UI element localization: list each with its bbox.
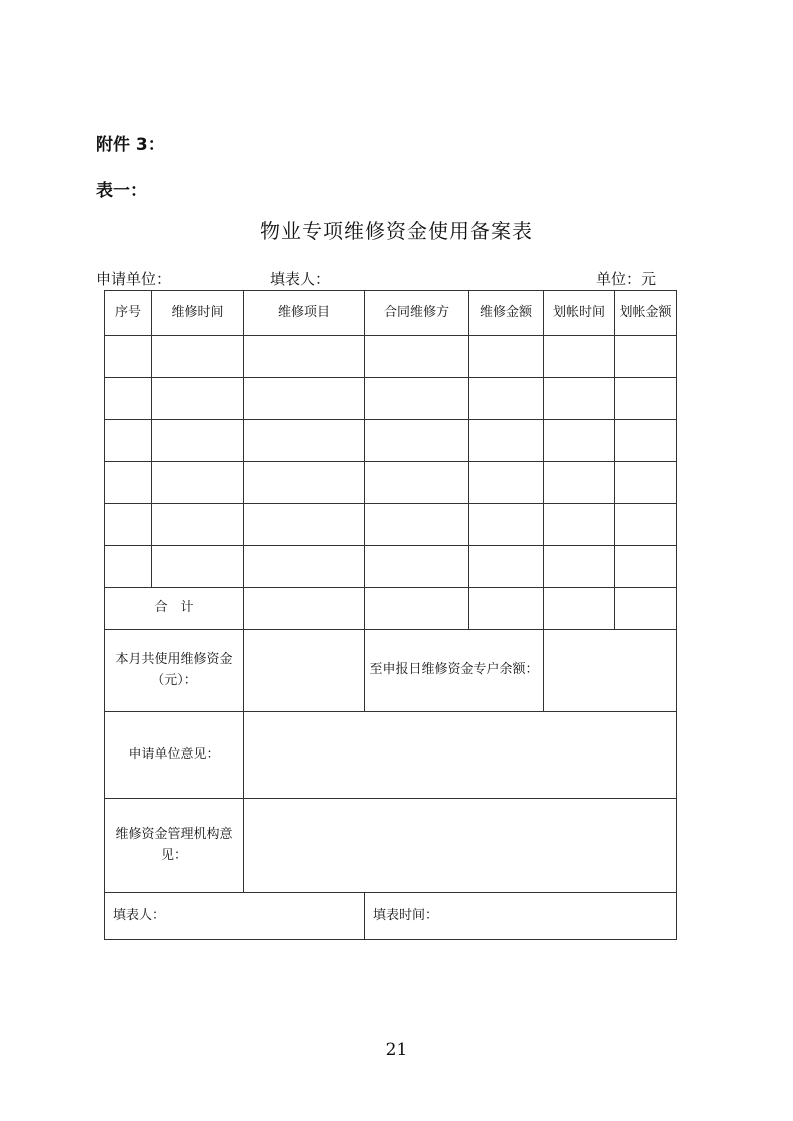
applicant-opinion-label: 申请单位意见： bbox=[105, 712, 244, 799]
page-number: 21 bbox=[385, 1040, 408, 1060]
filing-table bbox=[104, 290, 677, 940]
total-label: 合 计 bbox=[105, 588, 244, 630]
header-cell: 序号 bbox=[105, 291, 152, 336]
empty-cell[interactable] bbox=[365, 378, 469, 420]
empty-cell[interactable] bbox=[544, 546, 615, 588]
table-row bbox=[105, 546, 677, 588]
empty-cell[interactable] bbox=[544, 336, 615, 378]
total-amount-cell[interactable] bbox=[469, 588, 544, 630]
management-opinion-field[interactable] bbox=[244, 799, 677, 893]
total-item-cell[interactable] bbox=[244, 588, 365, 630]
applicant-unit-label: 申请单位： bbox=[96, 270, 172, 288]
applicant-opinion-row bbox=[105, 712, 677, 799]
empty-cell[interactable] bbox=[152, 420, 244, 462]
empty-cell[interactable] bbox=[544, 462, 615, 504]
total-row bbox=[105, 588, 677, 630]
empty-cell[interactable] bbox=[244, 546, 365, 588]
empty-cell[interactable] bbox=[615, 504, 677, 546]
management-opinion-row bbox=[105, 799, 677, 893]
filler-label: 填表人： bbox=[270, 270, 331, 288]
empty-cell[interactable] bbox=[244, 378, 365, 420]
empty-cell[interactable] bbox=[244, 504, 365, 546]
empty-cell[interactable] bbox=[105, 504, 152, 546]
monthly-row bbox=[105, 630, 677, 712]
empty-cell[interactable] bbox=[152, 378, 244, 420]
table-row bbox=[105, 420, 677, 462]
total-party-cell[interactable] bbox=[365, 588, 469, 630]
unit-label: 单位：元 bbox=[596, 270, 657, 288]
total-time-cell[interactable] bbox=[544, 588, 615, 630]
annex-label: 附件 3： bbox=[96, 135, 165, 155]
empty-cell[interactable] bbox=[152, 462, 244, 504]
empty-cell[interactable] bbox=[244, 336, 365, 378]
empty-cell[interactable] bbox=[105, 420, 152, 462]
header-cell: 维修金额 bbox=[469, 291, 544, 336]
signature-filler-label[interactable]: 填表人： bbox=[105, 893, 365, 940]
monthly-used-value[interactable] bbox=[244, 630, 365, 712]
form-title: 物业专项维修资金使用备案表 bbox=[260, 219, 533, 243]
empty-cell[interactable] bbox=[469, 378, 544, 420]
empty-cell[interactable] bbox=[365, 420, 469, 462]
management-opinion-label: 维修资金管理机构意见： bbox=[105, 799, 244, 893]
empty-cell[interactable] bbox=[469, 336, 544, 378]
empty-cell[interactable] bbox=[615, 420, 677, 462]
empty-cell[interactable] bbox=[615, 462, 677, 504]
empty-cell[interactable] bbox=[244, 462, 365, 504]
table-row bbox=[105, 378, 677, 420]
empty-cell[interactable] bbox=[615, 378, 677, 420]
header-cell: 划帐金额 bbox=[615, 291, 677, 336]
empty-cell[interactable] bbox=[544, 420, 615, 462]
total-transfer-cell[interactable] bbox=[615, 588, 677, 630]
empty-cell[interactable] bbox=[365, 336, 469, 378]
header-cell: 维修时间 bbox=[152, 291, 244, 336]
empty-cell[interactable] bbox=[469, 504, 544, 546]
table-label: 表一： bbox=[96, 181, 147, 201]
header-row bbox=[105, 291, 677, 336]
empty-cell[interactable] bbox=[152, 504, 244, 546]
balance-label: 至申报日维修资金专户余额： bbox=[365, 630, 544, 712]
empty-cell[interactable] bbox=[544, 504, 615, 546]
signature-row bbox=[105, 893, 677, 940]
empty-cell[interactable] bbox=[105, 546, 152, 588]
empty-cell[interactable] bbox=[365, 504, 469, 546]
empty-cell[interactable] bbox=[152, 336, 244, 378]
header-cell: 合同维修方 bbox=[365, 291, 469, 336]
header-cell: 维修项目 bbox=[244, 291, 365, 336]
empty-cell[interactable] bbox=[244, 420, 365, 462]
empty-cell[interactable] bbox=[469, 546, 544, 588]
header-cell: 划帐时间 bbox=[544, 291, 615, 336]
table-row bbox=[105, 336, 677, 378]
table-row bbox=[105, 462, 677, 504]
empty-cell[interactable] bbox=[615, 546, 677, 588]
empty-cell[interactable] bbox=[105, 378, 152, 420]
applicant-opinion-field[interactable] bbox=[244, 712, 677, 799]
empty-cell[interactable] bbox=[105, 462, 152, 504]
balance-value[interactable] bbox=[544, 630, 677, 712]
monthly-used-label: 本月共使用维修资金（元）： bbox=[105, 630, 244, 712]
table-row bbox=[105, 504, 677, 546]
empty-cell[interactable] bbox=[365, 462, 469, 504]
empty-cell[interactable] bbox=[152, 546, 244, 588]
empty-cell[interactable] bbox=[469, 420, 544, 462]
empty-cell[interactable] bbox=[469, 462, 544, 504]
empty-cell[interactable] bbox=[615, 336, 677, 378]
empty-cell[interactable] bbox=[544, 378, 615, 420]
empty-cell[interactable] bbox=[105, 336, 152, 378]
fill-time-label[interactable]: 填表时间： bbox=[365, 893, 677, 940]
empty-cell[interactable] bbox=[365, 546, 469, 588]
